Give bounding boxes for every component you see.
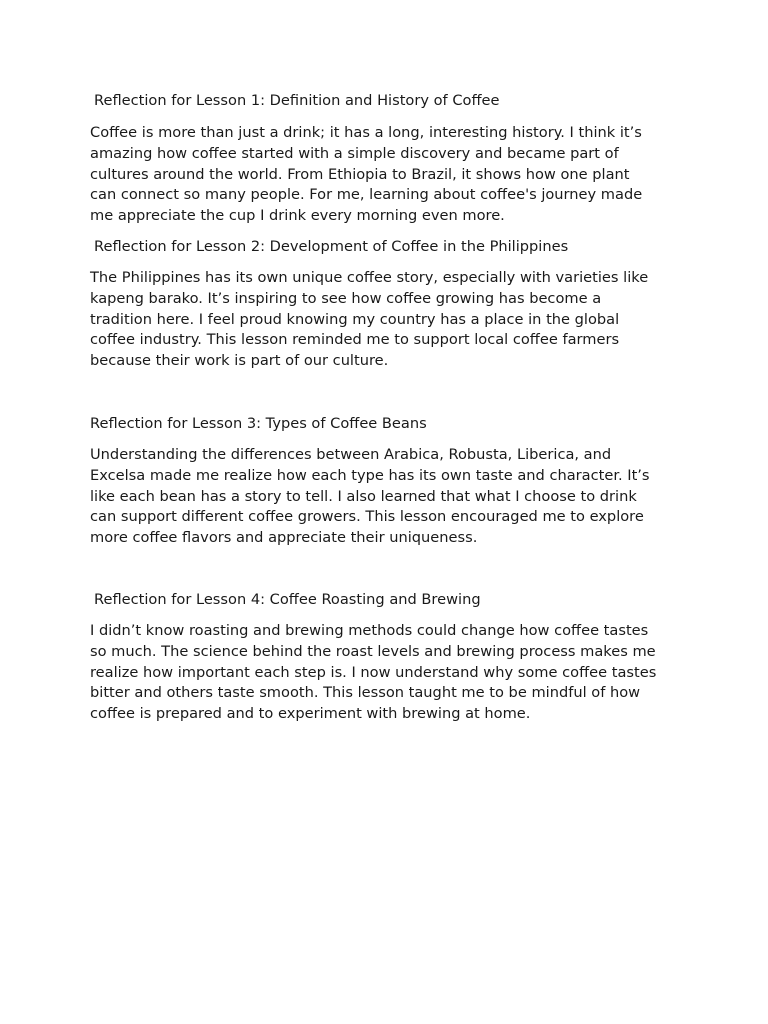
paragraph-line: coffee is prepared and to experiment with brewing at home.: [90, 705, 531, 723]
lesson-1-heading: Reflection for Lesson 1: Definition and History of Coffee: [94, 92, 500, 109]
paragraph-line: because their work is part of our culture.: [90, 352, 389, 370]
lesson-4-paragraph: [90, 621, 690, 725]
paragraph-line: kapeng barako. It’s inspiring to see how coffee growing has become a: [90, 289, 602, 307]
paragraph-line: can connect so many people. For me, learning about coffee's journey made: [90, 186, 643, 204]
lesson-2-paragraph: [90, 268, 690, 372]
paragraph-line: can support different coffee growers. This lesson encouraged me to explore: [90, 508, 644, 526]
paragraph-line: coffee industry. This lesson reminded me to support local coffee farmers: [90, 331, 620, 349]
lesson-2-heading: Reflection for Lesson 2: Development of Coffee in the Philippines: [94, 238, 569, 255]
paragraph-line: more coffee flavors and appreciate their uniqueness.: [90, 529, 478, 547]
paragraph-line: Understanding the differences between Arabica, Robusta, Liberica, and: [90, 446, 612, 463]
paragraph-line: so much. The science behind the roast levels and brewing process makes me: [90, 642, 656, 660]
lesson-1-paragraph: [90, 123, 690, 227]
paragraph-line: like each bean has a story to tell. I also learned that what I choose to drink: [90, 487, 637, 505]
paragraph-line: realize how important each step is. I now understand why some coffee tastes: [90, 663, 657, 681]
paragraph-line: Coffee is more than just a drink; it has a long, interesting history. I think it’s: [90, 124, 642, 141]
paragraph-line: tradition here. I feel proud knowing my country has a place in the global: [90, 310, 620, 328]
paragraph-line: Excelsa made me realize how each type has its own taste and character. It’s: [90, 466, 650, 484]
lesson-3-heading: Reflection for Lesson 3: Types of Coffee Beans: [90, 415, 427, 432]
lesson-4-heading: Reflection for Lesson 4: Coffee Roasting and Brewing: [94, 591, 481, 608]
paragraph-line: The Philippines has its own unique coffee story, especially with varieties like: [90, 269, 649, 286]
paragraph-line: cultures around the world. From Ethiopia to Brazil, it shows how one plant: [90, 165, 630, 183]
paragraph-line: me appreciate the cup I drink every morning even more.: [90, 207, 505, 225]
paragraph-line: bitter and others taste smooth. This lesson taught me to be mindful of how: [90, 684, 641, 702]
paragraph-line: amazing how coffee started with a simple discovery and became part of: [90, 144, 619, 162]
lesson-3-paragraph: [90, 445, 690, 549]
paragraph-line: I didn’t know roasting and brewing methods could change how coffee tastes: [90, 622, 649, 639]
